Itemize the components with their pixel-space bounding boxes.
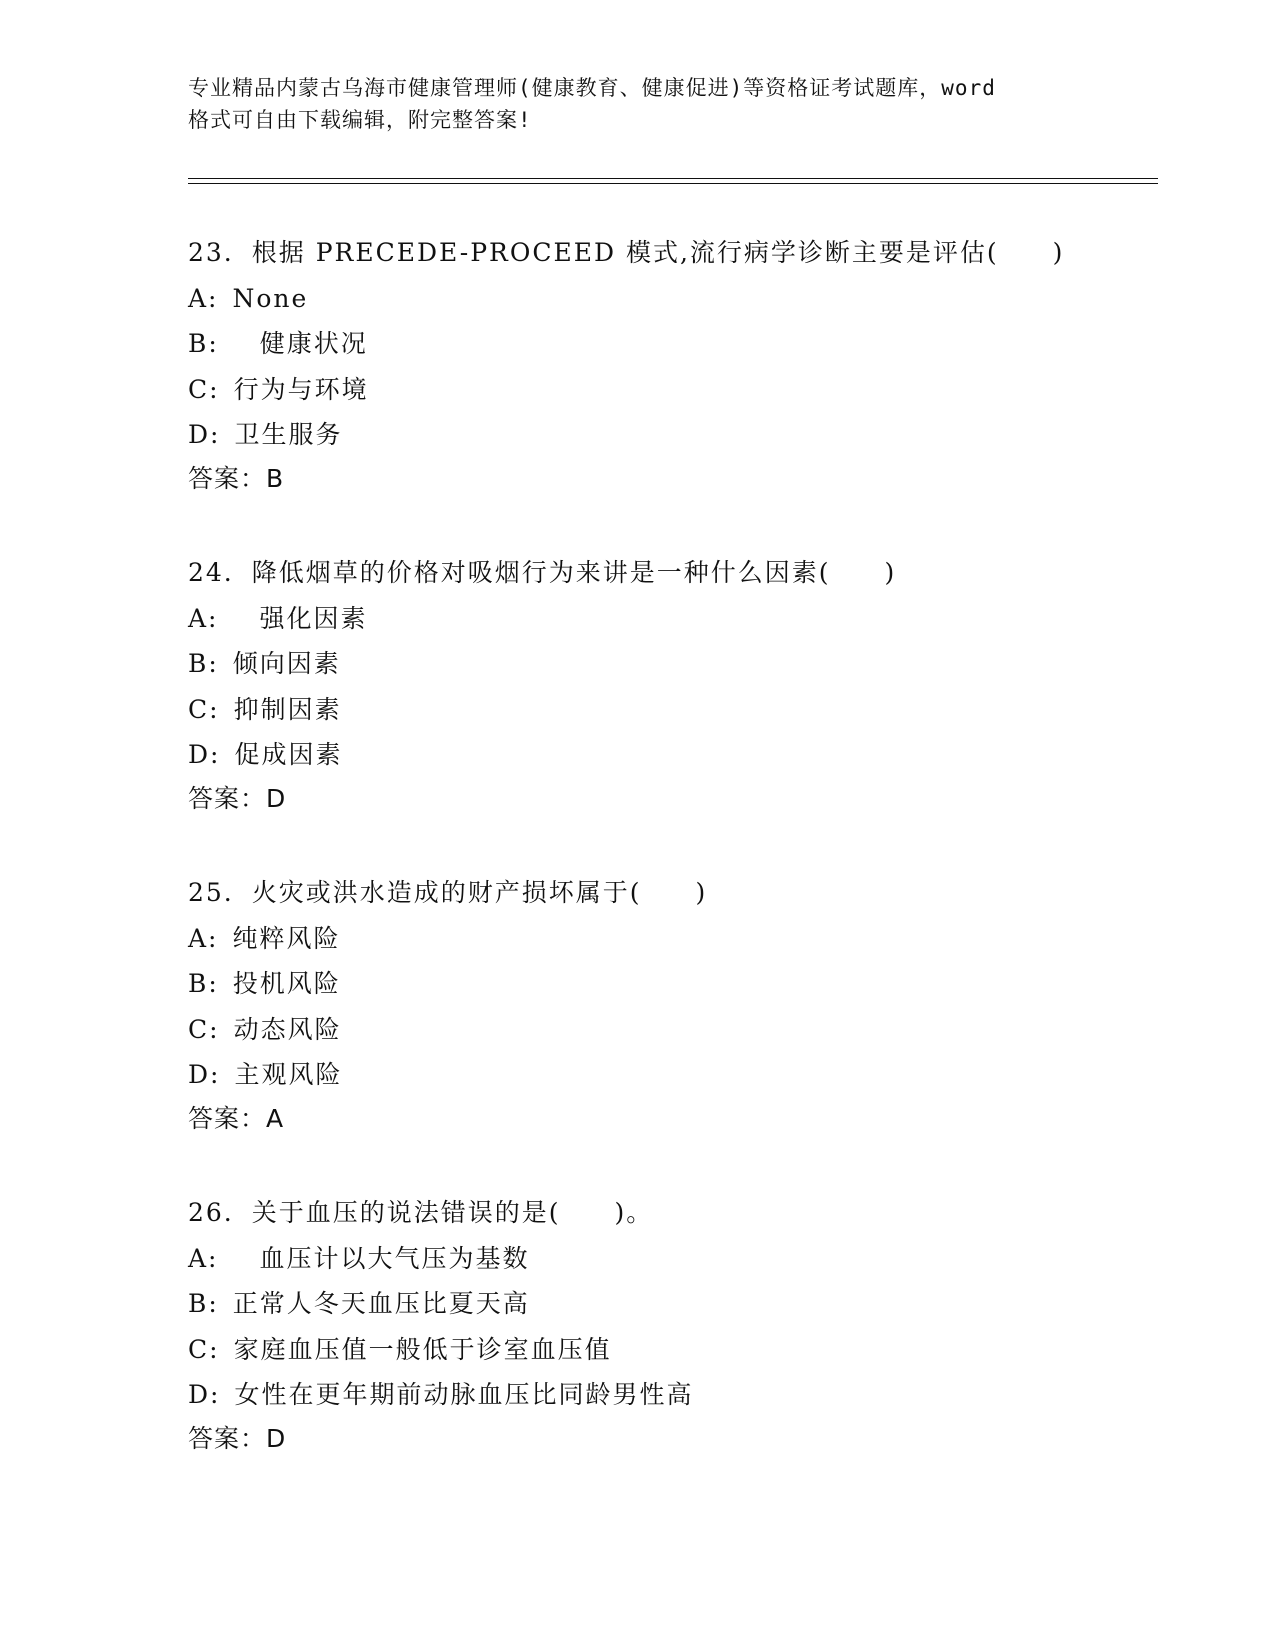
option-key: D: xyxy=(188,420,221,449)
option-key: C: xyxy=(188,375,220,404)
option-b xyxy=(188,329,368,359)
option-a xyxy=(188,284,308,314)
option-key: B: xyxy=(188,329,219,358)
question-text: 根据 PRECEDE-PROCEED 模式,流行病学诊断主要是评估( ) xyxy=(251,238,1065,267)
answer-value: D xyxy=(266,1424,287,1453)
question-25 xyxy=(188,878,1148,1198)
question-number: 23. xyxy=(188,238,234,267)
option-a xyxy=(188,604,368,634)
option-text: 主观风险 xyxy=(234,1060,343,1089)
answer-line xyxy=(188,1424,286,1454)
question-text: 火灾或洪水造成的财产损坏属于( ) xyxy=(251,878,708,907)
option-text: None xyxy=(232,284,309,313)
answer-line xyxy=(188,464,284,494)
option-text: 卫生服务 xyxy=(234,420,343,449)
option-key: C: xyxy=(188,1335,220,1364)
option-key: D: xyxy=(188,1380,221,1409)
option-b xyxy=(188,969,341,999)
document-header xyxy=(188,72,1088,136)
option-key: B: xyxy=(188,969,219,998)
option-b xyxy=(188,649,341,679)
option-text: 行为与环境 xyxy=(233,375,369,404)
option-text: 纯粹风险 xyxy=(232,924,341,953)
answer-label: 答案： xyxy=(188,464,267,493)
answer-value: D xyxy=(266,784,287,813)
option-a xyxy=(188,924,341,954)
option-d xyxy=(188,1380,693,1410)
option-text: 健康状况 xyxy=(232,329,368,358)
option-c xyxy=(188,1335,612,1365)
option-text: 强化因素 xyxy=(232,604,368,633)
answer-label: 答案： xyxy=(188,784,267,813)
answer-label: 答案： xyxy=(188,1424,267,1453)
option-key: A: xyxy=(188,924,219,953)
question-stem xyxy=(188,1198,653,1228)
option-key: D: xyxy=(188,740,221,769)
option-text: 投机风险 xyxy=(232,969,341,998)
header-line-2: 格式可自由下载编辑，附完整答案! xyxy=(188,108,532,132)
option-key: B: xyxy=(188,649,219,678)
answer-line xyxy=(188,1104,284,1134)
option-text: 正常人冬天血压比夏天高 xyxy=(232,1289,530,1318)
question-text: 降低烟草的价格对吸烟行为来讲是一种什么因素( ) xyxy=(251,558,897,587)
question-24 xyxy=(188,558,1148,878)
option-text: 家庭血压值一般低于诊室血压值 xyxy=(233,1335,612,1364)
option-key: C: xyxy=(188,695,220,724)
option-key: A: xyxy=(188,604,219,633)
answer-line xyxy=(188,784,286,814)
option-c xyxy=(188,1015,342,1045)
option-key: D: xyxy=(188,1060,221,1089)
question-list xyxy=(188,238,1148,1518)
question-number: 24. xyxy=(188,558,234,587)
question-text: 关于血压的说法错误的是( )。 xyxy=(251,1198,654,1227)
option-text: 促成因素 xyxy=(234,740,343,769)
question-number: 26. xyxy=(188,1198,234,1227)
option-text: 女性在更年期前动脉血压比同龄男性高 xyxy=(234,1380,694,1409)
option-key: A: xyxy=(188,284,219,313)
option-c xyxy=(188,375,369,405)
option-key: A: xyxy=(188,1244,219,1273)
option-text: 动态风险 xyxy=(233,1015,342,1044)
option-c xyxy=(188,695,342,725)
option-text: 倾向因素 xyxy=(232,649,341,678)
option-d xyxy=(188,740,342,770)
option-d xyxy=(188,1060,342,1090)
answer-value: A xyxy=(266,1104,285,1133)
option-key: C: xyxy=(188,1015,220,1044)
header-divider-top xyxy=(188,178,1158,179)
question-stem xyxy=(188,558,896,588)
question-23 xyxy=(188,238,1148,558)
header-line-1: 专业精品内蒙古乌海市健康管理师(健康教育、健康促进)等资格证考试题库，word xyxy=(188,76,996,100)
option-text: 抑制因素 xyxy=(233,695,342,724)
option-b xyxy=(188,1289,530,1319)
header-divider-bottom xyxy=(188,183,1158,184)
question-number: 25. xyxy=(188,878,234,907)
question-26 xyxy=(188,1198,1148,1518)
option-key: B: xyxy=(188,1289,219,1318)
option-a xyxy=(188,1244,530,1274)
option-d xyxy=(188,420,342,450)
answer-value: B xyxy=(266,464,285,493)
question-stem xyxy=(188,238,1064,268)
option-text: 血压计以大气压为基数 xyxy=(232,1244,530,1273)
question-stem xyxy=(188,878,707,908)
answer-label: 答案： xyxy=(188,1104,267,1133)
